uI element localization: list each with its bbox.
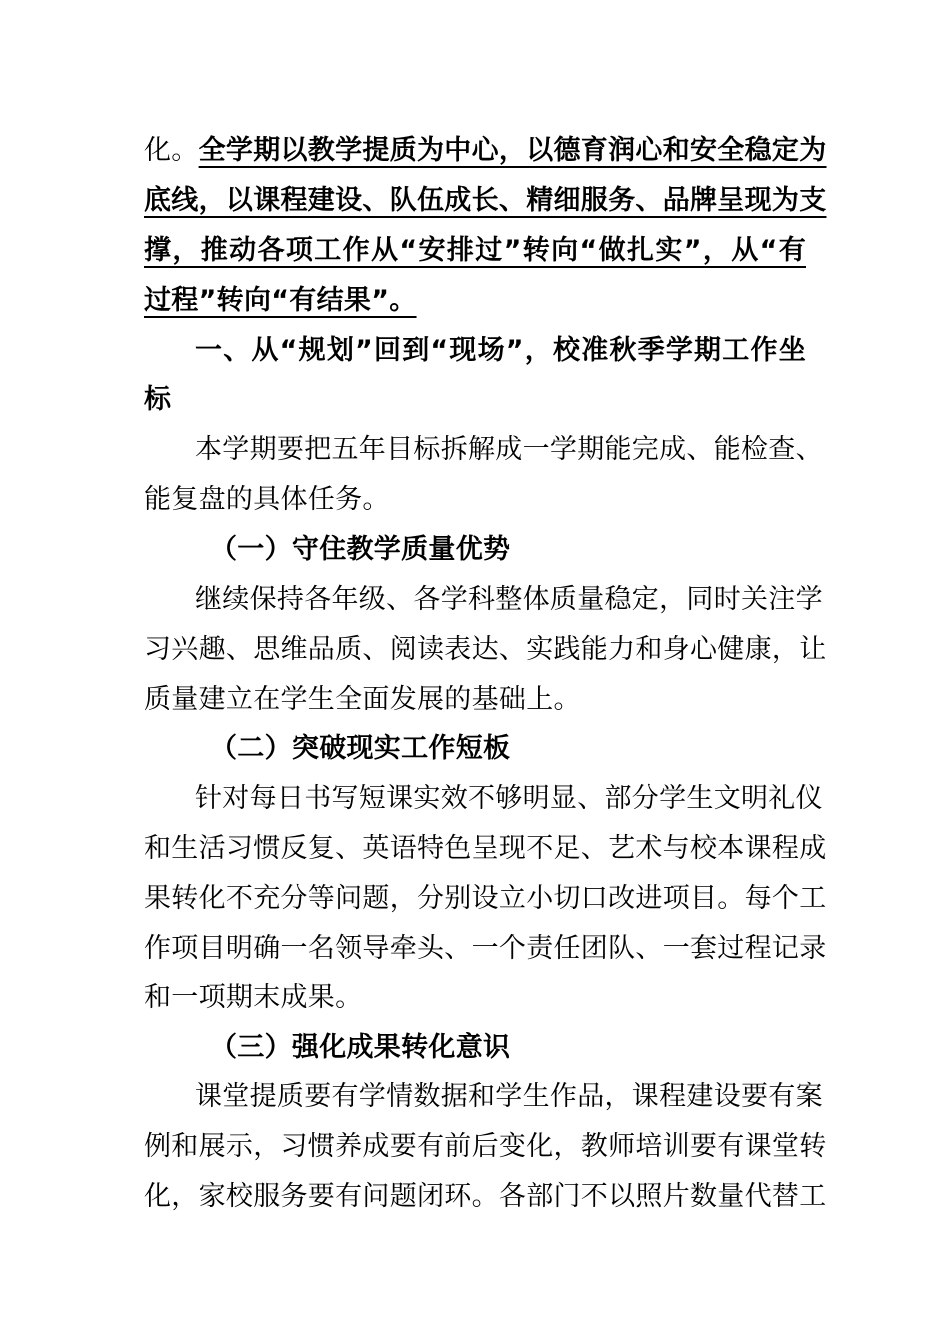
section1-para-line-2: 能复盘的具体任务。 bbox=[144, 484, 390, 515]
sub1-line-2: 习兴趣、思维品质、阅读表达、实践能力和身心健康，让 bbox=[144, 634, 827, 665]
intro-line-1-plain: 化。 bbox=[144, 135, 199, 166]
intro-line-2: 底线，以课程建设、队伍成长、精细服务、品牌呈现为支 bbox=[144, 185, 827, 216]
sub2-line-5: 和一项期末成果。 bbox=[144, 982, 363, 1013]
section1-heading-line-1: 一、从“规划”回到“现场”，校准秋季学期工作坐 bbox=[195, 335, 806, 366]
intro-line-4: 过程”转向“有结果”。 bbox=[144, 285, 417, 316]
sub2-line-4: 作项目明确一名领导牵头、一个责任团队、一套过程记录 bbox=[144, 933, 827, 964]
intro-line-3: 撑，推动各项工作从“安排过”转向“做扎实”，从“有 bbox=[144, 235, 806, 266]
sub1-line-3: 质量建立在学生全面发展的基础上。 bbox=[144, 684, 581, 715]
intro-line-1 bbox=[144, 131, 827, 171]
section1-para-line-1: 本学期要把五年目标拆解成一学期能完成、能检查、 bbox=[195, 434, 823, 465]
sub3-line-2: 例和展示，习惯养成要有前后变化，教师培训要有课堂转 bbox=[144, 1131, 827, 1162]
sub2-line-1: 针对每日书写短课实效不够明显、部分学生文明礼仪 bbox=[195, 783, 823, 814]
sub2-line-2: 和生活习惯反复、英语特色呈现不足、艺术与校本课程成 bbox=[144, 833, 827, 864]
sub2-line-3: 果转化不充分等问题，分别设立小切口改进项目。每个工 bbox=[144, 883, 827, 914]
sub3-line-1: 课堂提质要有学情数据和学生作品，课程建设要有案 bbox=[195, 1081, 823, 1112]
sub2-heading: （二）突破现实工作短板 bbox=[210, 733, 511, 764]
sub3-line-3: 化，家校服务要有问题闭环。各部门不以照片数量代替工 bbox=[144, 1181, 827, 1212]
sub1-heading: （一）守住教学质量优势 bbox=[210, 534, 511, 565]
section1-heading-line-2: 标 bbox=[144, 384, 172, 415]
sub1-line-1: 继续保持各年级、各学科整体质量稳定，同时关注学 bbox=[195, 584, 823, 615]
intro-line-1-bold: 全学期以教学提质为中心，以德育润心和安全稳定为 bbox=[198, 135, 827, 166]
sub3-heading: （三）强化成果转化意识 bbox=[210, 1032, 511, 1063]
